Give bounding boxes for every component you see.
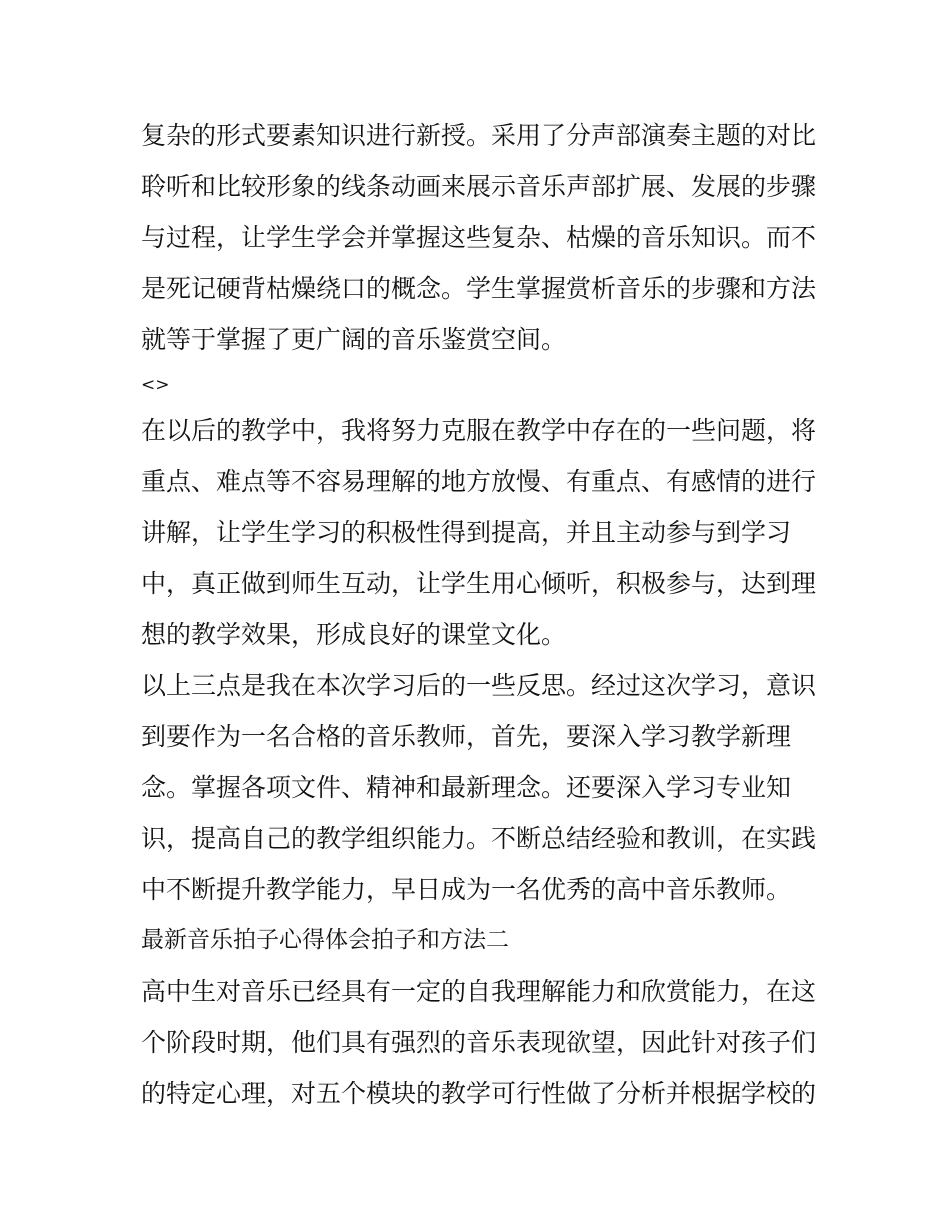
text-line: 识，提高自己的教学组织能力。不断总结经验和教训，在实践 — [141, 824, 817, 853]
text-line: 以上三点是我在本次学习后的一些反思。经过这次学习，意识 — [141, 671, 817, 700]
text-line: 讲解，让学生学习的积极性得到提高，并且主动参与到学习 — [141, 518, 792, 547]
text-line: 到要作为一名合格的音乐教师，首先，要深入学习教学新理 — [141, 722, 792, 751]
text-line: 聆听和比较形象的线条动画来展示音乐声部扩展、发展的步骤 — [141, 172, 817, 201]
paragraph-1 — [141, 110, 821, 365]
text-line: 就等于掌握了更广阔的音乐鉴赏空间。 — [141, 325, 567, 354]
text-line: 个阶段时期，他们具有强烈的音乐表现欲望，因此针对孩子们 — [141, 1028, 817, 1057]
paragraph-3 — [141, 660, 821, 915]
text-line: 重点、难点等不容易理解的地方放慢、有重点、有感情的进行 — [141, 467, 817, 496]
text-line: 中不断提升教学能力，早日成为一名优秀的高中音乐教师。 — [141, 875, 792, 904]
paragraph-4 — [141, 966, 821, 1119]
section-heading: 最新音乐拍子心得体会拍子和方法二 — [141, 927, 509, 953]
text-line: 的特定心理，对五个模块的教学可行性做了分析并根据学校的 — [141, 1079, 817, 1108]
text-line: 想的教学效果，形成良好的课堂文化。 — [141, 620, 567, 649]
text-line: 高中生对音乐已经具有一定的自我理解能力和欣赏能力，在这 — [141, 977, 817, 1006]
text-line: 复杂的形式要素知识进行新授。采用了分声部演奏主题的对比 — [141, 121, 817, 150]
document-body — [141, 110, 821, 1119]
text-line: 中，真正做到师生互动，让学生用心倾听，积极参与，达到理 — [141, 569, 817, 598]
section-marker: <> — [141, 375, 170, 395]
paragraph-2 — [141, 405, 821, 660]
text-line: 念。掌握各项文件、精神和最新理念。还要深入学习专业知 — [141, 773, 792, 802]
text-line: 在以后的教学中，我将努力克服在教学中存在的一些问题，将 — [141, 416, 817, 445]
text-line: 是死记硬背枯燥绕口的概念。学生掌握赏析音乐的步骤和方法 — [141, 274, 817, 303]
text-line: 与过程，让学生学会并掌握这些复杂、枯燥的音乐知识。而不 — [141, 223, 817, 252]
